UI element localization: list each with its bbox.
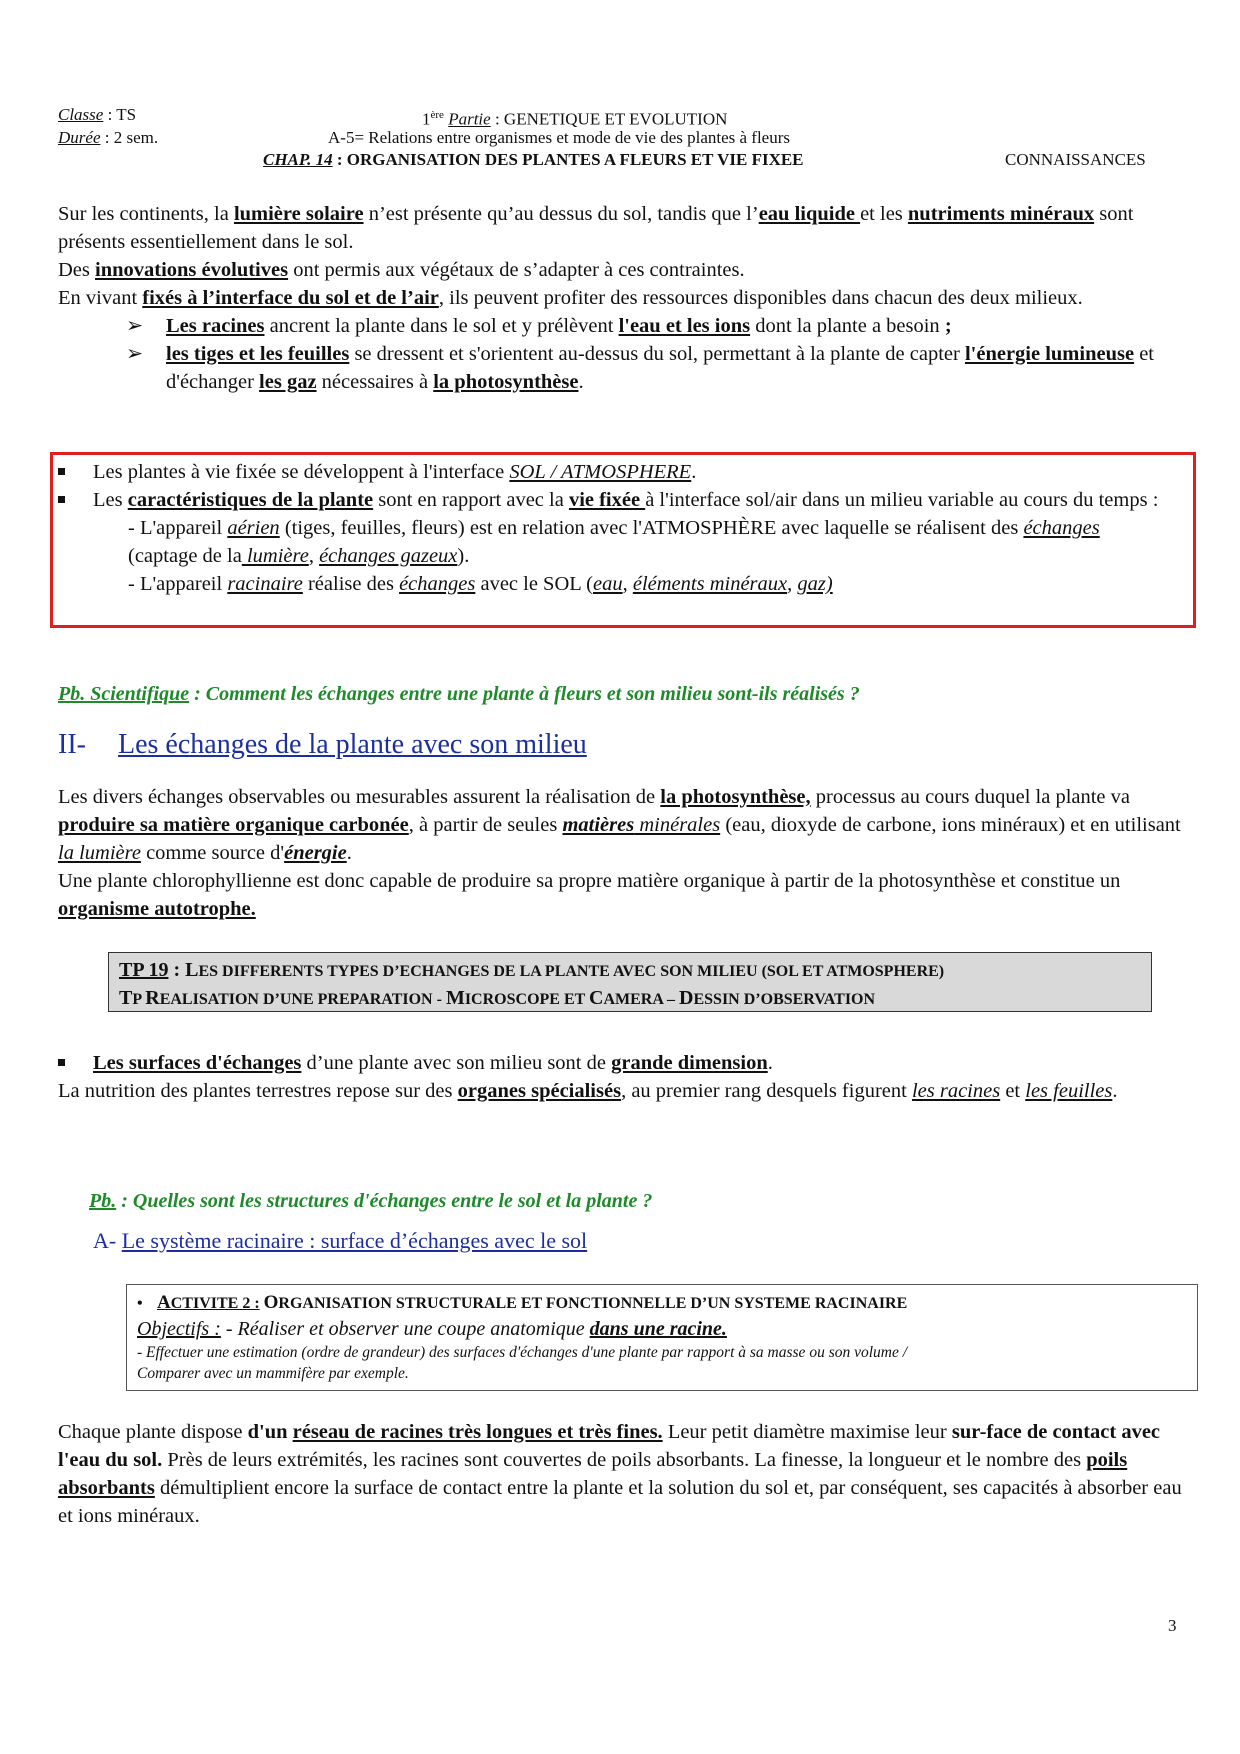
intro-text bbox=[58, 200, 1186, 396]
activity-title: • ACTIVITE 2 : ORGANISATION STRUCTURALE ET FONCTIONNELLE D’UN SYSTEME RACINAIRE bbox=[137, 1291, 1187, 1316]
summary-item-1: Les plantes à vie fixée se développent à l'interface SOL / ATMOSPHERE. bbox=[58, 458, 1188, 486]
list-item-racines: ➢ Les racines ancrent la plante dans le sol et y prélèvent l'eau et les ions dont la plante a besoin ; bbox=[58, 312, 1186, 340]
summary-subitem-aerien: - L'appareil aérien (tiges, feuilles, fleurs) est en relation avec l'ATMOSPHÈRE avec laquelle se réalisent des échanges (captage de la lumière, échanges gazeux). bbox=[128, 517, 1100, 567]
activity-note: - Effectuer une estimation (ordre de grandeur) des surfaces d'échanges d'une plante par rapport à sa masse ou son volume / Comparer avec un mammifère par exemple. bbox=[137, 1344, 908, 1382]
surfaces-text bbox=[58, 1049, 1186, 1105]
surfaces-item: Les surfaces d'échanges d’une plante avec son milieu sont de grande dimension. bbox=[58, 1049, 1186, 1077]
activity-objectives: Objectifs : - Réaliser et observer une coupe anatomique dans une racine. bbox=[137, 1318, 727, 1340]
arrow-bullet-icon: ➢ bbox=[126, 315, 144, 337]
arrow-bullet-icon: ➢ bbox=[126, 343, 144, 365]
tp-line-2: TP REALISATION D’UNE PREPARATION - MICROSCOPE ET CAMERA – DESSIN D’OBSERVATION bbox=[119, 987, 876, 1009]
header-subtitle: A-5= Relations entre organismes et mode de vie des plantes à fleurs bbox=[328, 128, 791, 147]
tp-line-1: TP 19 : LES DIFFERENTS TYPES D’ECHANGES DE LA PLANTE AVEC SON MILIEU (SOL ET ATMOSPHERE) bbox=[119, 959, 945, 981]
problem-structures: Pb. : Quelles sont les structures d'échanges entre le sol et la plante ? bbox=[89, 1190, 653, 1212]
surfaces-paragraph: La nutrition des plantes terrestres repose sur des organes spécialisés, au premier rang desquels figurent les racines et les feuilles. bbox=[58, 1080, 1118, 1102]
section2-text bbox=[58, 783, 1186, 923]
square-bullet-icon bbox=[58, 468, 65, 475]
scientific-problem: Pb. Scientifique : Comment les échanges entre une plante à fleurs et son milieu sont-ils réalisés ? bbox=[58, 683, 860, 705]
square-bullet-icon bbox=[58, 1059, 65, 1066]
header-classe: Classe : TS bbox=[58, 105, 137, 124]
tp-19-box bbox=[108, 952, 1152, 1012]
intro-paragraph-2: Des innovations évolutives ont permis aux végétaux de s’adapter à ces contraintes. bbox=[58, 259, 745, 281]
summary-content bbox=[58, 458, 1188, 598]
final-paragraph: Chaque plante dispose d'un réseau de racines très longues et très fines. Leur petit diamètre maximise leur sur-face de contact avec l'eau du sol. Près de leurs extrémités, les racines sont couvertes de poils absorbants. La finesse, la longueur et le nombre des poils absorbants démultiplient encore la surface de contact entre la plante et la solution du sol et, par conséquent, ses capacités à absorber eau et ions minéraux. bbox=[58, 1421, 1182, 1527]
header-partie: 1ère Partie : GENETIQUE ET EVOLUTION bbox=[422, 109, 728, 129]
header-chapter: CHAP. 14 : ORGANISATION DES PLANTES A FLEURS ET VIE FIXEE bbox=[263, 150, 804, 169]
square-bullet-icon bbox=[58, 496, 65, 503]
section2-paragraph-1: Les divers échanges observables ou mesurables assurent la réalisation de la photosynthèse, processus au cours duquel la plante va produire sa matière organique carbonée, à partir de seules matières minérales (eau, dioxyde de carbone, ions minéraux) et en utilisant la lumière comme source d'énergie. bbox=[58, 786, 1181, 864]
section-title-echanges: II- Les échanges de la plante avec son milieu bbox=[58, 729, 587, 760]
header-connaissances: CONNAISSANCES bbox=[1005, 150, 1146, 169]
intro-arrow-list bbox=[58, 312, 1186, 396]
activity-2-box bbox=[126, 1284, 1198, 1391]
intro-paragraph-1: Sur les continents, la lumière solaire n’est présente qu’au dessus du sol, tandis que l’eau liquide et les nutriments minéraux sont présents essentiellement dans le sol. bbox=[58, 203, 1134, 253]
subsection-title-systeme-racinaire: A- Le système racinaire : surface d’échanges avec le sol bbox=[93, 1228, 588, 1253]
summary-item-2: Les caractéristiques de la plante sont en rapport avec la vie fixée à l'interface sol/air dans un milieu variable au cours du temps : bbox=[58, 486, 1188, 514]
summary-subitem-racinaire: - L'appareil racinaire réalise des échanges avec le SOL (eau, éléments minéraux, gaz) bbox=[128, 573, 833, 595]
header-duree: Durée : 2 sem. bbox=[58, 128, 159, 147]
page-number: 3 bbox=[1168, 1616, 1177, 1635]
intro-paragraph-3: En vivant fixés à l’interface du sol et de l’air, ils peuvent profiter des ressources disponibles dans chacun des deux milieux. bbox=[58, 287, 1083, 309]
list-item-tiges-feuilles: ➢ les tiges et les feuilles se dressent et s'orientent au-dessus du sol, permettant à la plante de capter l'énergie lumineuse et d'échanger les gaz nécessaires à la photosynthèse. bbox=[58, 340, 1186, 396]
bullet-icon: • bbox=[137, 1295, 143, 1312]
section2-paragraph-2: Une plante chlorophyllienne est donc capable de produire sa propre matière organique à partir de la photosynthèse et constitue un organisme autotrophe. bbox=[58, 870, 1121, 920]
